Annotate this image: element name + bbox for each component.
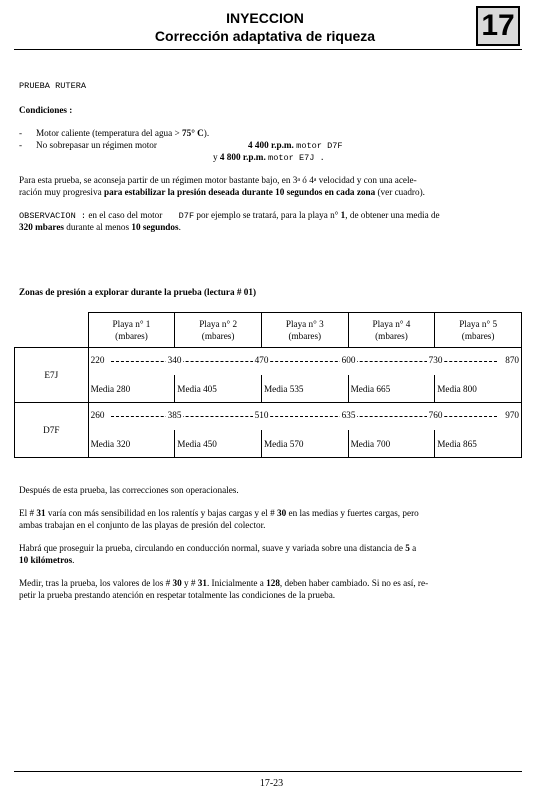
- obs-bold-2: 10 segundos: [131, 222, 179, 232]
- media-value: Media 535: [261, 375, 348, 403]
- p3-b: 5: [405, 543, 410, 553]
- p2-d: en las medias y fuertes cargas, pero: [286, 508, 419, 518]
- media-value: Media 800: [435, 375, 522, 403]
- paragraph-2-line-2: ambas trabajan en el conjunto de las playas de presión del colector.: [19, 520, 266, 530]
- condition-3-suffix: motor E7J .: [268, 153, 325, 163]
- media-value: Media 700: [348, 430, 435, 458]
- obs-motor: D7F: [178, 211, 195, 221]
- playa-name: Playa n° 2: [199, 319, 238, 329]
- obs-text-b: por ejemplo se tratará, para la playa n°: [194, 210, 339, 220]
- playa-name: Playa n° 3: [285, 319, 324, 329]
- p1-sup-2: a: [313, 177, 317, 183]
- playa-unit: (mbares): [375, 331, 408, 341]
- condition-2-bold: 4 400 r.p.m.: [248, 140, 294, 150]
- p4-b3: 128: [266, 578, 280, 588]
- dash: -: [19, 128, 23, 138]
- bound: 470: [254, 355, 269, 365]
- table-header-row: [15, 313, 522, 348]
- paragraph-4-line-1: [19, 577, 428, 589]
- obs-text-d: durante al menos: [64, 222, 132, 232]
- table-row-d7f-medias: [15, 430, 522, 458]
- paragraph-2-line-1: [19, 507, 419, 519]
- obs-text-a: en el caso del motor: [86, 210, 163, 220]
- zones-title: Zonas de presión a explorar durante la prueba (lectura # 01): [19, 287, 257, 297]
- condition-1-suffix: ).: [203, 128, 210, 138]
- bound: 510: [254, 410, 269, 420]
- media-value: Media 280: [88, 375, 175, 403]
- media-value: Media 865: [435, 430, 522, 458]
- bound: 600: [341, 355, 356, 365]
- conditions-heading: Condiciones :: [19, 105, 73, 115]
- media-value: Media 570: [261, 430, 348, 458]
- range-cell: [88, 348, 521, 376]
- condition-item-1: [19, 127, 210, 139]
- playa-unit: (mbares): [288, 331, 322, 341]
- paragraph-4-line-2: petir la prueba prestando atención en respetar totalmente las condiciones de la prueba.: [19, 590, 336, 600]
- obs-text-c: , de obtener una media de: [345, 210, 440, 220]
- condition-1-bold: 75° C: [182, 128, 204, 138]
- bound: 870: [505, 355, 519, 365]
- bound: 220: [90, 355, 105, 365]
- pressure-zones-table: [14, 312, 522, 458]
- media-value: Media 320: [88, 430, 175, 458]
- condition-3-prefix: y: [213, 152, 218, 162]
- table-row-e7j-medias: [15, 375, 522, 403]
- playa-header-3: [261, 313, 348, 348]
- playa-name: Playa n° 4: [372, 319, 411, 329]
- p1-line2-a: ración muy progresiva: [19, 187, 104, 197]
- motor-label-e7j: E7J: [15, 348, 89, 403]
- footer-rule: [14, 771, 522, 772]
- playa-header-4: [348, 313, 435, 348]
- obs-playa: 1: [340, 210, 346, 220]
- motor-label-d7f: D7F: [15, 403, 89, 458]
- obs-text-e: .: [178, 222, 181, 232]
- header-rule: [14, 49, 522, 50]
- bound: 730: [428, 355, 443, 365]
- observacion-line-2: [19, 221, 181, 233]
- p2-c: varía con más sensibilidad en los ralentís y bajas cargas y el #: [45, 508, 278, 518]
- p1-text-c: velocidad y con una acele-: [316, 175, 417, 185]
- p1-line2-bold: para estabilizar la presión deseada durante 10 segundos en cada zona: [103, 187, 376, 197]
- condition-1-text: Motor caliente (temperatura del agua >: [36, 128, 182, 138]
- p4-a: Medir, tras la prueba, los valores de los #: [19, 578, 173, 588]
- obs-bold-1: 320 mbares: [19, 222, 64, 232]
- p4-c: y #: [181, 578, 198, 588]
- p1-sup-1: a: [297, 177, 300, 183]
- page-number: 17-23: [259, 778, 284, 789]
- playa-name: Playa n° 1: [112, 319, 151, 329]
- media-value: Media 665: [348, 375, 435, 403]
- playa-name: Playa n° 5: [459, 319, 498, 329]
- p2-b1: 31: [36, 508, 46, 518]
- playa-unit: (mbares): [115, 331, 148, 341]
- document-title: INYECCION: [226, 10, 304, 26]
- bound: 260: [90, 410, 105, 420]
- range-cell: [88, 403, 521, 431]
- dash: -: [19, 140, 23, 150]
- bound: 635: [341, 410, 356, 420]
- chapter-number-box: 17: [476, 6, 520, 46]
- p1-line2-c: (ver cuadro).: [375, 187, 425, 197]
- document-subtitle: Corrección adaptativa de riqueza: [154, 28, 376, 44]
- p3-a: Habrá que proseguir la prueba, circulando en conducción normal, suave y variada sobre una distancia de: [19, 543, 406, 553]
- paragraph-3-line-2: [19, 554, 74, 566]
- after-test-paragraph: Después de esta prueba, las correcciones son operacionales.: [19, 485, 239, 495]
- bound: 385: [167, 410, 182, 420]
- media-value: Media 450: [175, 430, 262, 458]
- bound: 760: [428, 410, 443, 420]
- condition-2-text: No sobrepasar un régimen motor: [36, 140, 157, 150]
- p3-bold: 10 kilómetros: [19, 555, 73, 565]
- paragraph-3-line-1: [19, 542, 416, 554]
- condition-item-3: [213, 151, 325, 164]
- p1-text-b: ó 4: [300, 175, 314, 185]
- condition-2-suffix: motor D7F: [296, 141, 343, 151]
- bound: 340: [167, 355, 182, 365]
- table-row-d7f-ranges: [15, 403, 522, 431]
- range-line-d7f: [89, 403, 521, 430]
- p3-end: .: [72, 555, 75, 565]
- observacion-label: OBSERVACION :: [19, 211, 87, 221]
- p2-a: El #: [19, 508, 37, 518]
- table-corner: [15, 313, 89, 348]
- range-line-e7j: [89, 348, 521, 375]
- playa-header-2: [175, 313, 262, 348]
- p4-e: , deben haber cambiado. Si no es así, re-: [279, 578, 429, 588]
- p4-d: . Inicialmente a: [206, 578, 267, 588]
- p2-b2: 30: [277, 508, 287, 518]
- bound: 970: [505, 410, 519, 420]
- media-value: Media 405: [175, 375, 262, 403]
- paragraph-1-line-2: [19, 186, 425, 198]
- p4-b2: 31: [197, 578, 207, 588]
- playa-header-1: [88, 313, 175, 348]
- paragraph-1-line-1: [19, 174, 417, 186]
- condition-item-2: [19, 139, 157, 151]
- p3-c: a: [409, 543, 417, 553]
- section-heading: PRUEBA RUTERA: [19, 81, 87, 91]
- condition-3-bold: 4 800 r.p.m.: [219, 152, 266, 162]
- playa-unit: (mbares): [461, 331, 495, 341]
- playa-unit: (mbares): [201, 331, 235, 341]
- p1-text-a: Para esta prueba, se aconseja partir de un régimen motor bastante bajo, en 3: [19, 175, 298, 185]
- table-row-e7j-ranges: [15, 348, 522, 376]
- playa-header-5: [435, 313, 522, 348]
- p4-b1: 30: [172, 578, 182, 588]
